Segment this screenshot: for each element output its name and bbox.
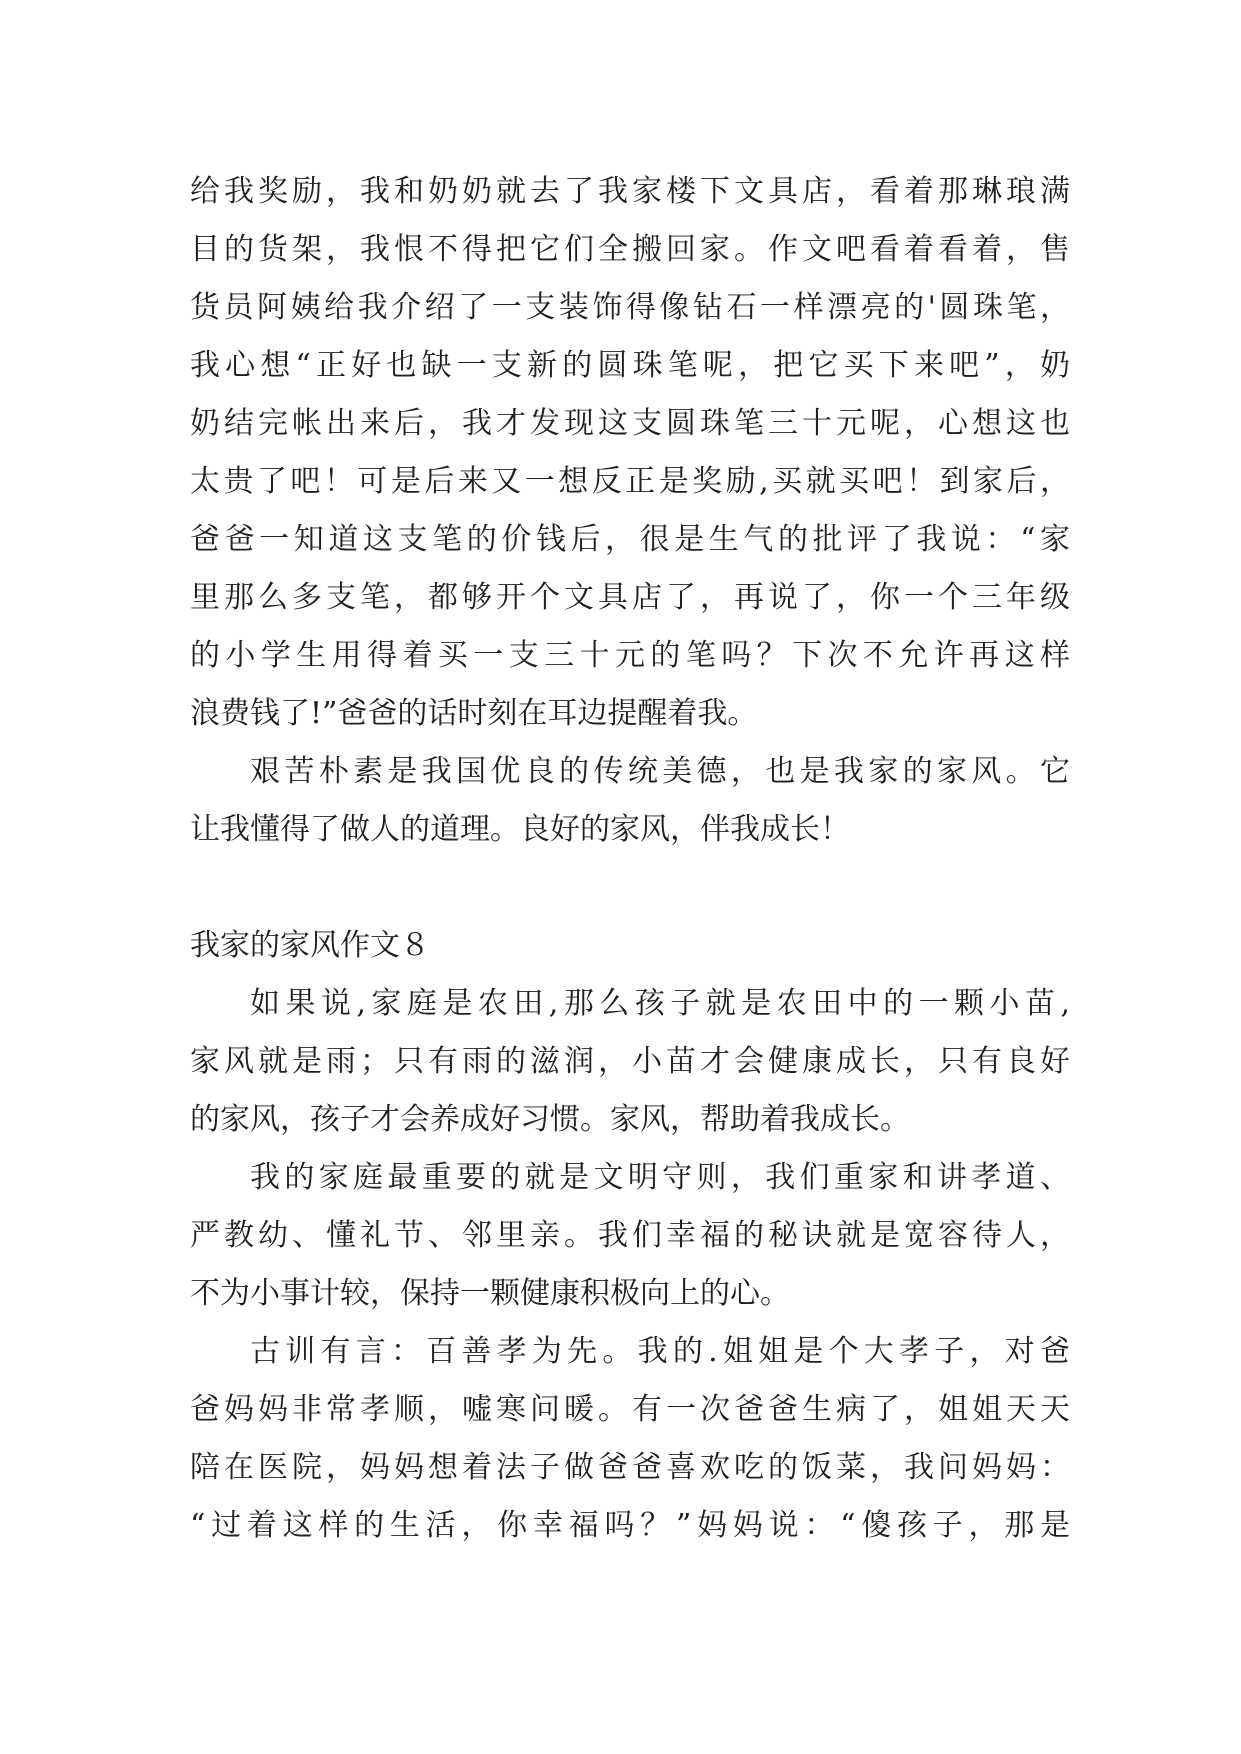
text-line: 爸妈妈非常孝顺，嘘寒问暖。有一次爸爸生病了，姐姐天天 [190,1392,1070,1427]
section-heading: 我家的家风作文８ [190,928,430,963]
text-line: 太贵了吧！可是后来又一想反正是奖励,买就买吧！到家后， [190,464,1070,499]
text-line: 家风就是雨；只有雨的滋润，小苗才会健康成长，只有良好 [190,1044,1070,1079]
text-line: 货员阿姨给我介绍了一支装饰得像钻石一样漂亮的'圆珠笔， [190,290,1070,325]
text-line: 如果说,家庭是农田,那么孩子就是农田中的一颗小苗, [250,986,1070,1021]
text-line: 的小学生用得着买一支三十元的笔吗？下次不允许再这样 [190,638,1070,673]
text-line: 给我奖励，我和奶奶就去了我家楼下文具店，看着那琳琅满 [190,174,1070,209]
text-line: 的家风，孩子才会养成好习惯。家风，帮助着我成长。 [190,1102,910,1137]
text-line: 爸爸一知道这支笔的价钱后，很是生气的批评了我说：“家 [190,522,1070,557]
text-line: 浪费钱了!”爸爸的话时刻在耳边提醒着我。 [190,696,758,731]
text-line: 不为小事计较，保持一颗健康积极向上的心。 [190,1276,790,1311]
text-line: 我的家庭最重要的就是文明守则，我们重家和讲孝道、 [250,1160,1070,1195]
text-line: “过着这样的生活，你幸福吗？”妈妈说：“傻孩子，那是 [190,1508,1070,1543]
paragraph-1 [190,163,1070,743]
text-line: 古训有言：百善孝为先。我的.姐姐是个大孝子，对爸 [250,1334,1070,1369]
paragraph-4 [190,1149,1070,1323]
paragraph-5 [190,1323,1070,1555]
section-gap [190,859,1070,917]
text-line: 陪在医院，妈妈想着法子做爸爸喜欢吃的饭菜，我问妈妈： [190,1450,1070,1485]
text-line: 里那么多支笔，都够开个文具店了，再说了，你一个三年级 [190,580,1070,615]
text-line: 严教幼、懂礼节、邻里亲。我们幸福的秘诀就是宽容待人， [190,1218,1070,1253]
text-line: 让我懂得了做人的道理。良好的家风，伴我成长！ [190,812,850,847]
paragraph-3 [190,975,1070,1149]
text-line: 目的货架，我恨不得把它们全搬回家。作文吧看着看着，售 [190,232,1070,267]
text-line: 我心想“正好也缺一支新的圆珠笔呢，把它买下来吧”，奶 [190,348,1070,383]
text-line: 艰苦朴素是我国优良的传统美德，也是我家的家风。它 [250,754,1070,789]
text-line: 奶结完帐出来后，我才发现这支圆珠笔三十元呢，心想这也 [190,406,1070,441]
document-body [190,163,1070,1555]
paragraph-2 [190,743,1070,859]
